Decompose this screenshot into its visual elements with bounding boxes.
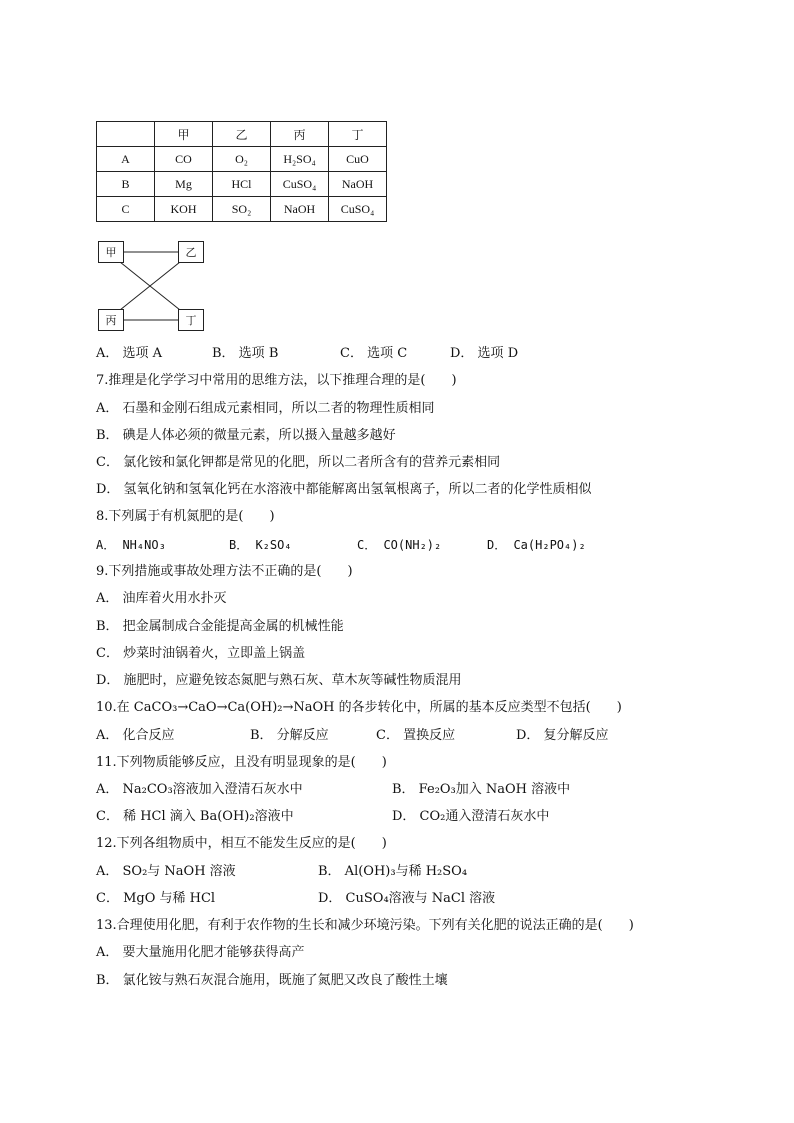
table-cell: O₂ xyxy=(213,147,271,172)
table-cell: KOH xyxy=(155,197,213,222)
q7-option-c: C． 氯化铵和氯化钾都是常见的化肥，所以二者所含有的营养元素相同 xyxy=(96,455,501,470)
q11-options-row1 xyxy=(96,781,570,799)
q13-stem: 13.合理使用化肥，有利于农作物的生长和减少环境污染。下列有关化肥的说法正确的是( ) xyxy=(96,918,634,933)
table-cell: CuO xyxy=(329,147,387,172)
q6-option-d: D． 选项 D xyxy=(450,346,519,361)
q8-options xyxy=(96,536,586,554)
q8-option-a: A． NH₄NO₃ xyxy=(96,538,166,552)
q7-option-b: B． 碘是人体必须的微量元素，所以摄入量越多越好 xyxy=(96,428,396,443)
q8-option-b: B． K₂SO₄ xyxy=(229,538,292,552)
q10-option-b: B． 分解反应 xyxy=(250,728,329,743)
q10-option-a: A． 化合反应 xyxy=(96,728,175,743)
table-cell: 乙 xyxy=(213,122,271,147)
q6-options xyxy=(96,345,518,363)
table-cell: CO xyxy=(155,147,213,172)
q11-stem: 11.下列物质能够反应，且没有明显现象的是( ) xyxy=(96,755,387,770)
reactants-table xyxy=(96,121,387,222)
q11-option-c: C． 稀 HCl 滴入 Ba(OH)₂溶液中 xyxy=(96,809,294,824)
table-cell: Mg xyxy=(155,172,213,197)
diagram-box-bing: 丙 xyxy=(98,309,124,331)
table-cell: SO₂ xyxy=(213,197,271,222)
table-cell: 甲 xyxy=(155,122,213,147)
q11-option-b: B． Fe₂O₃加入 NaOH 溶液中 xyxy=(392,782,571,797)
q12-stem: 12.下列各组物质中，相互不能发生反应的是( ) xyxy=(96,836,387,851)
table-cell xyxy=(97,122,155,147)
table-cell: H₂SO₄ xyxy=(271,147,329,172)
table-cell: C xyxy=(97,197,155,222)
q12-option-b: B． Al(OH)₃与稀 H₂SO₄ xyxy=(318,864,468,879)
q13-option-b: B． 氯化铵与熟石灰混合施用，既施了氮肥又改良了酸性土壤 xyxy=(96,973,448,988)
q9-option-b: B． 把金属制成合金能提高金属的机械性能 xyxy=(96,619,344,634)
diagram-box-yi: 乙 xyxy=(178,241,204,263)
q10-options xyxy=(96,727,609,745)
q12-options-row2 xyxy=(96,890,495,908)
q8-option-d: D． Ca(H₂PO₄)₂ xyxy=(487,538,586,552)
table-cell: CuSO₄ xyxy=(271,172,329,197)
q12-option-d: D． CuSO₄溶液与 NaCl 溶液 xyxy=(318,891,496,906)
q9-stem: 9.下列措施或事故处理方法不正确的是( ) xyxy=(96,564,353,579)
q9-option-c: C． 炒菜时油锅着火，立即盖上锅盖 xyxy=(96,646,306,661)
q6-option-a: A． 选项 A xyxy=(96,346,163,361)
table-row xyxy=(97,197,387,222)
q6-option-b: B． 选项 B xyxy=(212,346,279,361)
q10-option-d: D． 复分解反应 xyxy=(516,728,609,743)
table-cell: NaOH xyxy=(329,172,387,197)
q11-option-a: A． Na₂CO₃溶液加入澄清石灰水中 xyxy=(96,782,303,797)
table-cell: B xyxy=(97,172,155,197)
q13-option-a: A． 要大量施用化肥才能够获得高产 xyxy=(96,945,305,960)
table-cell: NaOH xyxy=(271,197,329,222)
q11-options-row2 xyxy=(96,808,549,826)
table-cell: 丙 xyxy=(271,122,329,147)
q12-options-row1 xyxy=(96,863,467,881)
q10-stem: 10.在 CaCO₃→CaO→Ca(OH)₂→NaOH 的各步转化中，所属的基本反应类型不包括( ) xyxy=(96,700,622,715)
q12-option-a: A． SO₂与 NaOH 溶液 xyxy=(96,864,236,879)
diagram-box-ding: 丁 xyxy=(178,309,204,331)
table-header-row xyxy=(97,122,387,147)
reaction-diagram xyxy=(96,238,208,332)
table-row xyxy=(97,172,387,197)
table-cell: A xyxy=(97,147,155,172)
q12-option-c: C． MgO 与稀 HCl xyxy=(96,891,216,906)
table-cell: CuSO₄ xyxy=(329,197,387,222)
q8-option-c: C． CO(NH₂)₂ xyxy=(357,538,442,552)
q8-stem: 8.下列属于有机氮肥的是( ) xyxy=(96,509,275,524)
q7-option-a: A． 石墨和金刚石组成元素相同，所以二者的物理性质相同 xyxy=(96,401,435,416)
q7-option-d: D． 氢氧化钠和氢氧化钙在水溶液中都能解离出氢氧根离子，所以二者的化学性质相似 xyxy=(96,482,592,497)
table-cell: 丁 xyxy=(329,122,387,147)
q9-option-a: A． 油库着火用水扑灭 xyxy=(96,591,227,606)
q6-option-c: C． 选项 C xyxy=(340,346,408,361)
diagram-box-jia: 甲 xyxy=(98,241,124,263)
q7-stem: 7.推理是化学学习中常用的思维方法，以下推理合理的是( ) xyxy=(96,373,457,388)
table-row xyxy=(97,147,387,172)
q11-option-d: D． CO₂通入澄清石灰水中 xyxy=(392,809,550,824)
table-cell: HCl xyxy=(213,172,271,197)
q9-option-d: D． 施肥时，应避免铵态氮肥与熟石灰、草木灰等碱性物质混用 xyxy=(96,673,462,688)
q10-option-c: C． 置换反应 xyxy=(376,728,456,743)
